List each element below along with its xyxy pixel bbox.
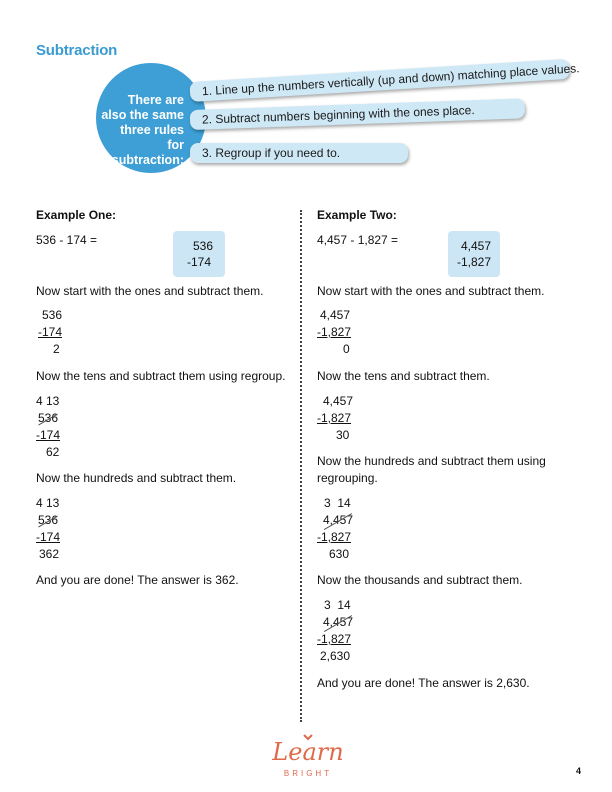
ex2-step-1: Now start with the ones and subtract them.: [317, 284, 545, 298]
ex1-work-2: [36, 393, 60, 461]
work-answer: 2: [53, 342, 60, 356]
intro-line: three rules for: [120, 123, 184, 152]
regroup-line: 4 13: [36, 394, 60, 408]
intro-line: There are: [127, 93, 184, 107]
example-one-box: [173, 231, 225, 277]
work-line: -1,827: [317, 325, 352, 339]
work-answer: 362: [39, 547, 60, 561]
work-line: 4,457: [323, 615, 354, 629]
logo-mark: [258, 732, 358, 782]
page-title: Subtraction: [36, 42, 118, 59]
example-one-problem: 536 - 174 =: [36, 233, 98, 247]
ex2-step-3: [317, 453, 546, 487]
work-answer: 2,630: [320, 649, 351, 663]
box-bottom: -1,827: [456, 255, 492, 269]
rule-2: 2. Subtract numbers beginning with the ones place.: [190, 98, 525, 130]
ex2-work-2: [317, 393, 353, 444]
work-line: -174: [36, 428, 61, 442]
rule-3: 3. Regroup if you need to.: [190, 143, 408, 163]
intro-line: also the same: [101, 108, 184, 122]
ex2-work-3: [317, 495, 353, 563]
work-line: -174: [36, 530, 61, 544]
work-answer: 0: [343, 342, 350, 356]
box-top: 536: [192, 239, 214, 253]
example-two-problem: 4,457 - 1,827 =: [317, 233, 399, 247]
ex1-work-3: [36, 495, 60, 563]
work-line: -174: [38, 325, 63, 339]
work-answer: 630: [329, 547, 350, 561]
step-line: Now the hundreds and subtract them using: [317, 454, 546, 468]
regroup-line: 3 14: [324, 598, 351, 612]
intro-text: [100, 93, 184, 168]
logo-word: Learn: [272, 738, 344, 766]
ex2-done: And you are done! The answer is 2,630.: [317, 676, 530, 690]
work-line: 4,457: [320, 308, 351, 322]
rule-1: 1. Line up the numbers vertically (up and down) matching place values.: [189, 59, 570, 102]
ex1-step-1: Now start with the ones and subtract them.: [36, 284, 264, 298]
ex2-work-1: [317, 307, 351, 358]
work-line: -1,827: [317, 411, 352, 425]
work-line: 536: [38, 513, 59, 527]
step-line: regrouping.: [317, 471, 378, 485]
ex1-step-2: Now the tens and subtract them using regroup.: [36, 369, 286, 383]
work-line: 536: [38, 411, 59, 425]
work-line: 536: [42, 308, 63, 322]
ex1-work-1: [36, 307, 62, 358]
box-top: 4,457: [460, 239, 492, 253]
regroup-line: 3 14: [324, 496, 351, 510]
box-bottom: -174: [186, 255, 212, 269]
work-line: 4,457: [323, 513, 354, 527]
work-line: -1,827: [317, 632, 352, 646]
example-two-box: [448, 231, 500, 277]
example-one-heading: Example One:: [36, 208, 117, 222]
intro-line: subtraction:: [111, 153, 184, 167]
logo-sub: BRIGHT: [283, 769, 333, 778]
work-line: -1,827: [317, 530, 352, 544]
column-divider: [300, 210, 302, 722]
learn-bright-logo: [258, 732, 358, 782]
example-two-heading: Example Two:: [317, 208, 397, 222]
work-answer: 62: [46, 445, 60, 459]
ex1-step-3: Now the hundreds and subtract them.: [36, 471, 237, 485]
ex2-work-4: [317, 597, 353, 665]
regroup-line: 4 13: [36, 496, 60, 510]
ex1-done: And you are done! The answer is 362.: [36, 573, 239, 587]
ex2-step-4: Now the thousands and subtract them.: [317, 573, 523, 587]
work-line: 4,457: [323, 394, 354, 408]
page-number: 4: [576, 766, 582, 776]
ex2-step-2: Now the tens and subtract them.: [317, 369, 490, 383]
work-answer: 30: [336, 428, 350, 442]
